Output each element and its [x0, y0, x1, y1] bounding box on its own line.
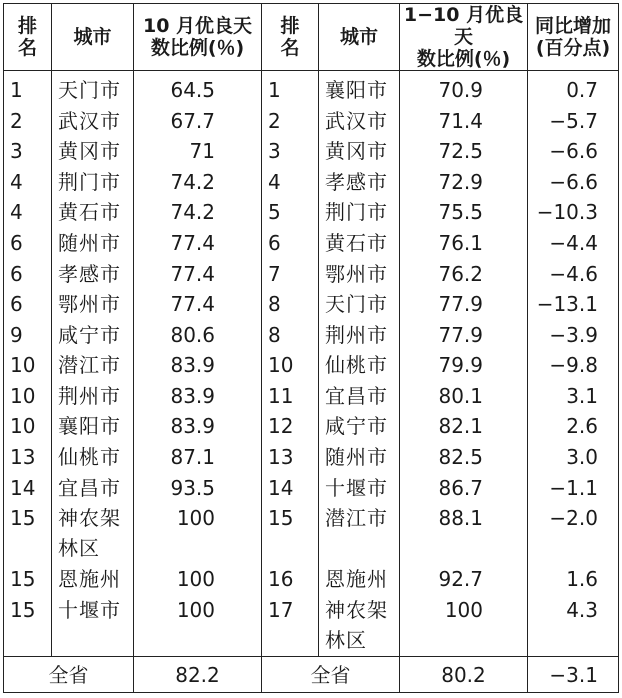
cell-ytd-ratio: 86.7: [400, 473, 528, 504]
cell-ytd-ratio: 77.9: [400, 289, 528, 320]
cell-rank: 15: [4, 564, 52, 595]
table-row: [4, 350, 619, 381]
cell-city2: 鄂州市: [319, 259, 400, 290]
cell-city2: 咸宁市: [319, 411, 400, 442]
cell-ytd-ratio: 88.1: [400, 503, 528, 564]
cell-rank: 10: [4, 381, 52, 412]
table-row: [4, 197, 619, 228]
table-row: [4, 136, 619, 167]
cell-ytd-ratio: 76.2: [400, 259, 528, 290]
table-body: [4, 71, 619, 693]
cell-city2: 仙桃市: [319, 350, 400, 381]
cell-city: 随州市: [52, 228, 134, 259]
cell-change: −2.0: [528, 503, 619, 564]
cell-city: 天门市: [52, 71, 134, 106]
cell-rank2: 4: [262, 167, 319, 198]
cell-city: 恩施州: [52, 564, 134, 595]
cell-ytd-ratio: 76.1: [400, 228, 528, 259]
cell-oct-ratio: 83.9: [134, 350, 262, 381]
cell-rank: 9: [4, 320, 52, 351]
cell-rank2: 12: [262, 411, 319, 442]
cell-city2: 潜江市: [319, 503, 400, 564]
cell-rank2: 8: [262, 320, 319, 351]
cell-city2: 恩施州: [319, 564, 400, 595]
cell-ytd-ratio: 80.1: [400, 381, 528, 412]
cell-city2: 武汉市: [319, 106, 400, 137]
cell-ytd-ratio: 100: [400, 595, 528, 657]
table-row: [4, 381, 619, 412]
header-change-line2: (百分点): [535, 37, 611, 59]
cell-oct-ratio: 83.9: [134, 411, 262, 442]
cell-city: 鄂州市: [52, 289, 134, 320]
header-city2: 城市: [319, 4, 400, 71]
cell-change: −5.7: [528, 106, 619, 137]
cell-change: 0.7: [528, 71, 619, 106]
cell-city: 襄阳市: [52, 411, 134, 442]
table-row: [4, 564, 619, 595]
table-row: [4, 411, 619, 442]
total-ytd-ratio: 80.2: [400, 657, 528, 693]
table-row: [4, 106, 619, 137]
cell-rank2: 10: [262, 350, 319, 381]
cell-change: −3.9: [528, 320, 619, 351]
header-rank: 排名: [4, 4, 52, 71]
total-oct-ratio: 82.2: [134, 657, 262, 693]
cell-oct-ratio: 93.5: [134, 473, 262, 504]
table-row: [4, 259, 619, 290]
cell-rank2: 3: [262, 136, 319, 167]
cell-city: 黄石市: [52, 197, 134, 228]
cell-city2: 十堰市: [319, 473, 400, 504]
cell-oct-ratio: 77.4: [134, 289, 262, 320]
cell-change: −6.6: [528, 167, 619, 198]
cell-oct-ratio: 74.2: [134, 197, 262, 228]
header-row: [4, 4, 619, 71]
table-row: [4, 167, 619, 198]
cell-oct-ratio: 100: [134, 564, 262, 595]
cell-rank: 3: [4, 136, 52, 167]
cell-rank: 6: [4, 289, 52, 320]
cell-ytd-ratio: 72.5: [400, 136, 528, 167]
cell-ytd-ratio: 72.9: [400, 167, 528, 198]
cell-rank: 15: [4, 503, 52, 564]
cell-change: −6.6: [528, 136, 619, 167]
cell-rank2: 13: [262, 442, 319, 473]
header-oct-ratio-line1: 10 月优良天: [142, 15, 253, 37]
cell-oct-ratio: 77.4: [134, 228, 262, 259]
cell-oct-ratio: 64.5: [134, 71, 262, 106]
total-label: 全省: [4, 657, 134, 693]
cell-ytd-ratio: 71.4: [400, 106, 528, 137]
cell-change: 1.6: [528, 564, 619, 595]
cell-change: −4.4: [528, 228, 619, 259]
cell-rank2: 2: [262, 106, 319, 137]
header-city: 城市: [52, 4, 134, 71]
cell-oct-ratio: 80.6: [134, 320, 262, 351]
air-quality-ranking-table: [3, 3, 619, 693]
cell-city2: 孝感市: [319, 167, 400, 198]
table-row: [4, 289, 619, 320]
total-row: [4, 657, 619, 693]
header-oct-ratio-line2: 数比例(％): [150, 37, 245, 59]
cell-ytd-ratio: 77.9: [400, 320, 528, 351]
cell-ytd-ratio: 79.9: [400, 350, 528, 381]
cell-oct-ratio: 83.9: [134, 381, 262, 412]
cell-rank: 2: [4, 106, 52, 137]
header-rank2: 排名: [262, 4, 319, 71]
cell-city: 黄冈市: [52, 136, 134, 167]
cell-ytd-ratio: 92.7: [400, 564, 528, 595]
cell-rank2: 11: [262, 381, 319, 412]
cell-rank2: 6: [262, 228, 319, 259]
table-row: [4, 320, 619, 351]
header-change-line1: 同比增加: [534, 15, 611, 37]
cell-ytd-ratio: 70.9: [400, 71, 528, 106]
cell-city: 仙桃市: [52, 442, 134, 473]
header-ytd-ratio-line2: 数比例(％): [416, 48, 511, 70]
cell-city: 宜昌市: [52, 473, 134, 504]
cell-city2: 荆门市: [319, 197, 400, 228]
cell-oct-ratio: 77.4: [134, 259, 262, 290]
cell-change: −1.1: [528, 473, 619, 504]
cell-oct-ratio: 67.7: [134, 106, 262, 137]
cell-change: −10.3: [528, 197, 619, 228]
cell-city: 神农架 林区: [52, 503, 134, 564]
cell-oct-ratio: 87.1: [134, 442, 262, 473]
cell-city: 孝感市: [52, 259, 134, 290]
cell-change: 2.6: [528, 411, 619, 442]
cell-rank: 6: [4, 259, 52, 290]
table-row: [4, 595, 619, 657]
header-oct-ratio: [134, 4, 262, 71]
cell-city2: 宜昌市: [319, 381, 400, 412]
cell-oct-ratio: 74.2: [134, 167, 262, 198]
header-ytd-ratio-line1: 1−10 月优良天: [403, 4, 524, 48]
cell-rank2: 16: [262, 564, 319, 595]
header-ytd-ratio: [400, 4, 528, 71]
cell-rank2: 1: [262, 71, 319, 106]
cell-oct-ratio: 71: [134, 136, 262, 167]
cell-change: 4.3: [528, 595, 619, 657]
header-change: [528, 4, 619, 71]
cell-city: 武汉市: [52, 106, 134, 137]
cell-city: 潜江市: [52, 350, 134, 381]
cell-change: −13.1: [528, 289, 619, 320]
cell-city2: 黄石市: [319, 228, 400, 259]
cell-rank: 10: [4, 411, 52, 442]
cell-change: 3.0: [528, 442, 619, 473]
cell-ytd-ratio: 82.1: [400, 411, 528, 442]
cell-rank: 4: [4, 167, 52, 198]
cell-rank: 14: [4, 473, 52, 504]
cell-change: 3.1: [528, 381, 619, 412]
cell-city: 十堰市: [52, 595, 134, 657]
table-row: [4, 71, 619, 106]
cell-city: 荆门市: [52, 167, 134, 198]
cell-rank2: 5: [262, 197, 319, 228]
table-row: [4, 228, 619, 259]
cell-rank: 1: [4, 71, 52, 106]
table-row: [4, 442, 619, 473]
cell-city: 咸宁市: [52, 320, 134, 351]
cell-rank2: 17: [262, 595, 319, 657]
cell-oct-ratio: 100: [134, 595, 262, 657]
cell-city: 荆州市: [52, 381, 134, 412]
cell-city2: 神农架 林区: [319, 595, 400, 657]
cell-oct-ratio: 100: [134, 503, 262, 564]
cell-rank2: 14: [262, 473, 319, 504]
cell-rank: 13: [4, 442, 52, 473]
cell-city2: 荆州市: [319, 320, 400, 351]
cell-rank2: 7: [262, 259, 319, 290]
cell-city2: 黄冈市: [319, 136, 400, 167]
cell-city2: 天门市: [319, 289, 400, 320]
cell-rank: 10: [4, 350, 52, 381]
cell-change: −9.8: [528, 350, 619, 381]
cell-city2: 随州市: [319, 442, 400, 473]
cell-rank2: 15: [262, 503, 319, 564]
total-change: −3.1: [528, 657, 619, 693]
cell-city2: 襄阳市: [319, 71, 400, 106]
cell-ytd-ratio: 82.5: [400, 442, 528, 473]
cell-change: −4.6: [528, 259, 619, 290]
table-row: [4, 473, 619, 504]
total-label2: 全省: [262, 657, 400, 693]
cell-rank2: 8: [262, 289, 319, 320]
table-row: [4, 503, 619, 564]
cell-ytd-ratio: 75.5: [400, 197, 528, 228]
cell-rank: 4: [4, 197, 52, 228]
cell-rank: 6: [4, 228, 52, 259]
cell-rank: 15: [4, 595, 52, 657]
